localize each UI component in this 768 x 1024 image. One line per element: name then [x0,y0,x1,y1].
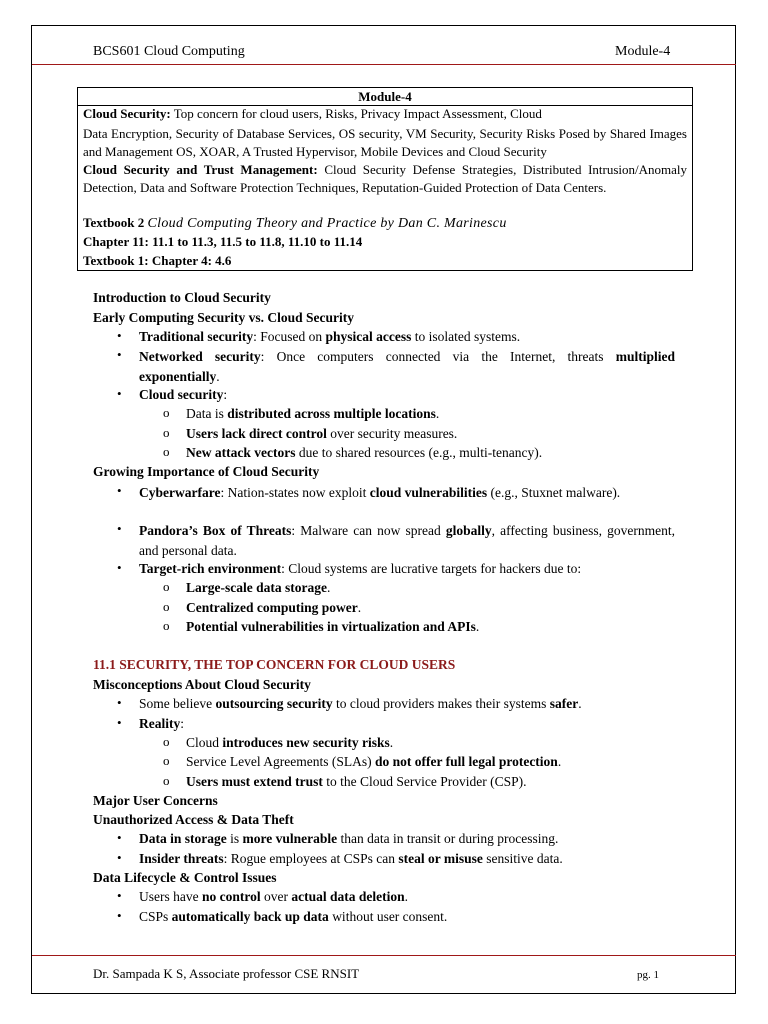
bullet-disc: • [117,483,122,498]
section-heading-11-1: 11.1 SECURITY, THE TOP CONCERN FOR CLOUD USERS [93,657,456,672]
list-item-cyberwarfare: Cyberwarfare: Nation-states now exploit cloud vulnerabilities (e.g., Stuxnet malware). [139,485,621,500]
sub-item-distributed: Data is distributed across multiple locations. [186,406,440,421]
header-rule [32,64,736,65]
sub-item-sla: Service Level Agreements (SLAs) do not offer full legal protection. [186,754,562,769]
list-item-cloud-security: Cloud security: [139,387,228,402]
bullet-circle: o [163,599,170,614]
syllabus-row-textbook2 [83,214,687,233]
bullet-disc: • [117,695,122,710]
list-item-outsourcing: Some believe outsourcing security to cloud providers makes their systems safer. [139,696,582,711]
bullet-disc: • [117,521,122,536]
sub-item-control: Users lack direct control over security measures. [186,426,458,441]
bullet-disc: • [117,908,122,923]
syllabus-row-cloud-security [83,105,687,123]
bullet-disc: • [117,850,122,865]
bullet-disc: • [117,715,122,730]
footer-page-number: pg. 1 [637,969,659,981]
sub-item-attack-vectors: New attack vectors due to shared resources (e.g., multi-tenancy). [186,445,543,460]
bullet-disc: • [117,347,122,362]
heading-misconceptions: Misconceptions About Cloud Security [93,677,311,692]
bullet-circle: o [163,425,170,440]
syllabus-textbook2-title: Cloud Computing Theory and Practice by Dan C. Marinescu [147,216,507,231]
heading-intro: Introduction to Cloud Security [93,290,271,305]
heading-unauthorized: Unauthorized Access & Data Theft [93,812,294,827]
sub-item-trust: Users must extend trust to the Cloud Service Provider (CSP). [186,774,527,789]
bullet-circle: o [163,773,170,788]
syllabus-label: Cloud Security and Trust Management: [83,162,318,177]
header-module: Module-4 [615,44,671,59]
bullet-circle: o [163,734,170,749]
syllabus-text: Cloud Security Defense Strategies, Distributed Intrusion/Anomaly Detection, Data and Software Protection Techniques, Reputation-Guided Protection of Data Centers. [83,162,688,196]
footer-author: Dr. Sampada K S, Associate professor CSE RNSIT [93,966,360,981]
syllabus-row-textbook1: Textbook 1: Chapter 4: 4.6 [83,253,232,268]
bullet-circle: o [163,444,170,459]
syllabus-label: Textbook 2 [83,215,145,230]
bullet-disc: • [117,888,122,903]
sub-item-new-risks: Cloud introduces new security risks. [186,735,394,750]
bullet-circle: o [163,618,170,633]
syllabus-label: Cloud Security: [83,106,171,121]
list-item-backup: CSPs automatically back up data without user consent. [139,909,448,924]
bullet-disc: • [117,560,122,575]
list-item-reality: Reality: [139,716,185,731]
list-item-networked: Networked security: Once computers connected via the Internet, threats multiplied exponentially. [139,349,675,384]
list-item-traditional: Traditional security: Focused on physical access to isolated systems. [139,329,521,344]
list-item-pandora: Pandora’s Box of Threats: Malware can now spread globally, affecting business, government, and personal data. [139,523,676,558]
syllabus-box [77,87,693,271]
bullet-disc: • [117,328,122,343]
header-course: BCS601 Cloud Computing [93,44,245,59]
sub-item-storage: Large-scale data storage. [186,580,331,595]
bullet-disc: • [117,386,122,401]
sub-item-vulnerabilities: Potential vulnerabilities in virtualization and APIs. [186,619,480,634]
bullet-circle: o [163,753,170,768]
bullet-circle: o [163,405,170,420]
syllabus-row-cloud-security-cont: Data Encryption, Security of Database Services, OS security, VM Security, Security Risks Posed by Shared Images and Management OS, XOAR, A Trusted Hypervisor, Mobile Devices and Cloud Security [83,126,687,160]
heading-early: Early Computing Security vs. Cloud Security [93,310,355,325]
syllabus-row-trust-management [83,161,687,198]
heading-lifecycle: Data Lifecycle & Control Issues [93,870,277,885]
heading-major-concerns: Major User Concerns [93,793,218,808]
list-item-no-control: Users have no control over actual data deletion. [139,889,408,904]
heading-growing: Growing Importance of Cloud Security [93,464,320,479]
bullet-disc: • [117,830,122,845]
syllabus-title: Module-4 [78,88,692,106]
syllabus-row-chapters: Chapter 11: 11.1 to 11.3, 11.5 to 11.8, 11.10 to 11.14 [83,234,363,249]
list-item-target-rich: Target-rich environment: Cloud systems are lucrative targets for hackers due to: [139,561,582,576]
syllabus-text: Top concern for cloud users, Risks, Privacy Impact Assessment, Cloud [170,106,542,121]
list-item-insider-threats: Insider threats: Rogue employees at CSPs can steal or misuse sensitive data. [139,851,563,866]
list-item-data-storage: Data in storage is more vulnerable than data in transit or during processing. [139,831,559,846]
footer-rule [32,955,736,956]
bullet-circle: o [163,579,170,594]
sub-item-computing-power: Centralized computing power. [186,600,362,615]
